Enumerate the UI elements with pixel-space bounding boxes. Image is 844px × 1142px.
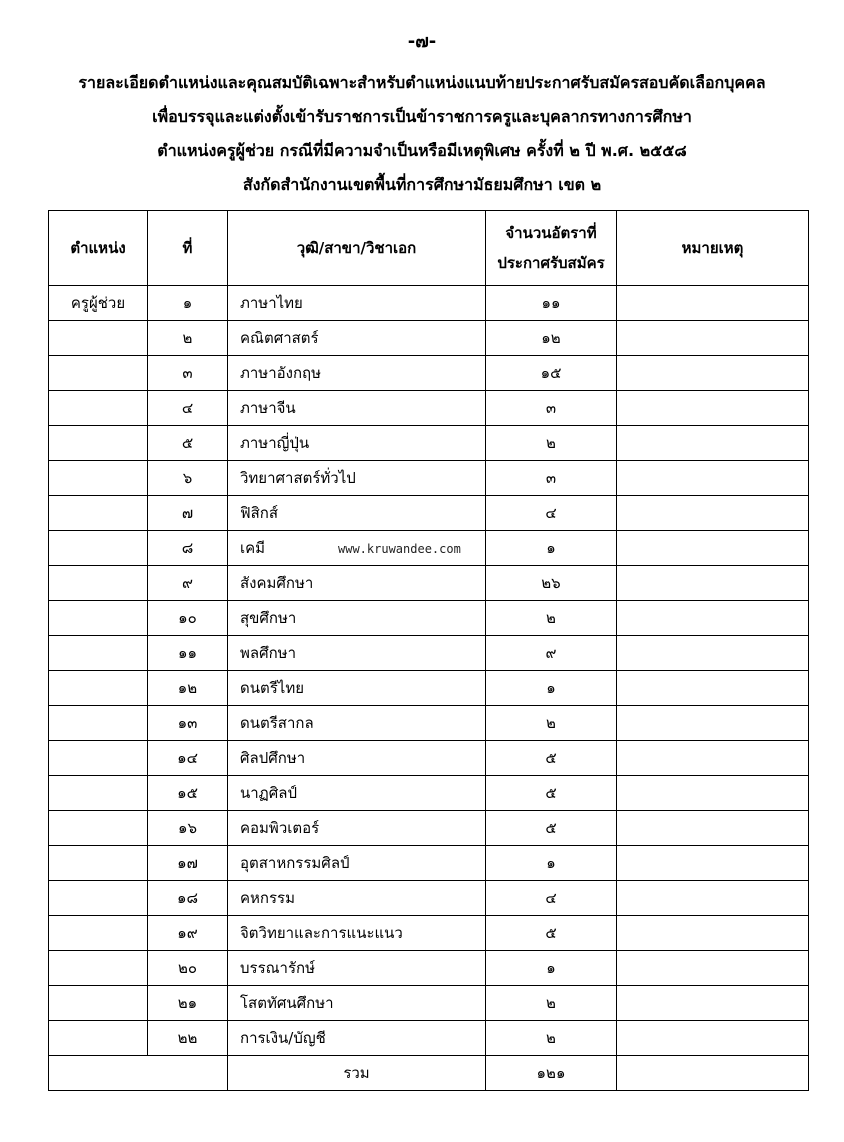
cell-subject: ภาษาอังกฤษ — [228, 356, 486, 391]
cell-no: ๑๗ — [148, 846, 228, 881]
header-no: ที่ — [148, 211, 228, 286]
cell-no: ๔ — [148, 391, 228, 426]
cell-subject: สังคมศึกษา — [228, 566, 486, 601]
cell-subject: ภาษาไทย — [228, 286, 486, 321]
cell-remarks — [617, 321, 809, 356]
table-row — [49, 461, 809, 496]
title-line-3: ตำแหน่งครูผู้ช่วย กรณีที่มีความจำเป็นหรือมีเหตุพิเศษ ครั้งที่ ๒ ปี พ.ศ. ๒๕๕๘ — [157, 141, 687, 160]
cell-no: ๕ — [148, 426, 228, 461]
cell-no: ๒๒ — [148, 1021, 228, 1056]
page-number: -๗- — [407, 31, 437, 52]
cell-quota: ๒ — [486, 706, 617, 741]
cell-remarks — [617, 916, 809, 951]
total-remarks — [617, 1056, 809, 1091]
table-row — [49, 706, 809, 741]
title-line-2: เพื่อบรรจุและแต่งตั้งเข้ารับราชการเป็นข้าราชการครูและบุคลากรทางการศึกษา — [152, 107, 692, 126]
cell-remarks — [617, 426, 809, 461]
cell-quota: ๑ — [486, 951, 617, 986]
header-quota — [486, 211, 617, 286]
cell-position — [49, 986, 148, 1021]
cell-quota: ๕ — [486, 741, 617, 776]
cell-no: ๖ — [148, 461, 228, 496]
cell-remarks — [617, 601, 809, 636]
table-row — [49, 391, 809, 426]
cell-remarks — [617, 636, 809, 671]
cell-remarks — [617, 846, 809, 881]
cell-position — [49, 356, 148, 391]
cell-position — [49, 916, 148, 951]
header-position: ตำแหน่ง — [49, 211, 148, 286]
cell-position — [49, 881, 148, 916]
cell-subject: ภาษาญี่ปุ่น — [228, 426, 486, 461]
cell-subject: ฟิสิกส์ — [228, 496, 486, 531]
cell-subject: ดนตรีสากล — [228, 706, 486, 741]
cell-quota: ๒ — [486, 986, 617, 1021]
cell-remarks — [617, 881, 809, 916]
cell-position — [49, 846, 148, 881]
cell-remarks — [617, 496, 809, 531]
table-row — [49, 566, 809, 601]
cell-remarks — [617, 461, 809, 496]
cell-subject: โสตทัศนศึกษา — [228, 986, 486, 1021]
total-row — [49, 1056, 809, 1091]
positions-table — [48, 210, 809, 1091]
cell-position — [49, 321, 148, 356]
table-row — [49, 986, 809, 1021]
cell-remarks — [617, 1021, 809, 1056]
cell-quota: ๑๒ — [486, 321, 617, 356]
cell-subject: วิทยาศาสตร์ทั่วไป — [228, 461, 486, 496]
cell-remarks — [617, 986, 809, 1021]
cell-position — [49, 636, 148, 671]
table-row — [49, 286, 809, 321]
cell-quota: ๕ — [486, 916, 617, 951]
cell-quota: ๒ — [486, 601, 617, 636]
cell-quota: ๑๑ — [486, 286, 617, 321]
table-row — [49, 356, 809, 391]
cell-subject: บรรณารักษ์ — [228, 951, 486, 986]
cell-position — [49, 671, 148, 706]
table-row — [49, 601, 809, 636]
cell-subject: นาฏศิลป์ — [228, 776, 486, 811]
cell-no: ๑๓ — [148, 706, 228, 741]
cell-subject: สุขศึกษา — [228, 601, 486, 636]
cell-no: ๒๐ — [148, 951, 228, 986]
cell-no: ๑๐ — [148, 601, 228, 636]
cell-quota: ๒๖ — [486, 566, 617, 601]
cell-subject: จิตวิทยาและการแนะแนว — [228, 916, 486, 951]
cell-subject: คณิตศาสตร์ — [228, 321, 486, 356]
cell-no: ๑๕ — [148, 776, 228, 811]
cell-subject: ดนตรีไทย — [228, 671, 486, 706]
cell-position — [49, 811, 148, 846]
table-row — [49, 671, 809, 706]
document-titles — [0, 66, 844, 202]
cell-no: ๑๑ — [148, 636, 228, 671]
cell-quota: ๒ — [486, 1021, 617, 1056]
cell-position — [49, 566, 148, 601]
cell-remarks — [617, 811, 809, 846]
cell-remarks — [617, 286, 809, 321]
table-row — [49, 776, 809, 811]
cell-no: ๑ — [148, 286, 228, 321]
cell-quota: ๙ — [486, 636, 617, 671]
header-subject: วุฒิ/สาขา/วิชาเอก — [228, 211, 486, 286]
cell-position — [49, 531, 148, 566]
table-row — [49, 321, 809, 356]
table-row — [49, 636, 809, 671]
cell-subject: เคมี — [228, 531, 486, 566]
cell-quota: ๔ — [486, 496, 617, 531]
cell-position — [49, 776, 148, 811]
cell-no: ๗ — [148, 496, 228, 531]
cell-no: ๒ — [148, 321, 228, 356]
cell-quota: ๕ — [486, 811, 617, 846]
cell-remarks — [617, 776, 809, 811]
cell-remarks — [617, 951, 809, 986]
cell-remarks — [617, 741, 809, 776]
cell-no: ๙ — [148, 566, 228, 601]
cell-position — [49, 496, 148, 531]
title-line-4: สังกัดสำนักงานเขตพื้นที่การศึกษามัธยมศึกษา เขต ๒ — [242, 175, 602, 194]
cell-remarks — [617, 566, 809, 601]
table-row — [49, 916, 809, 951]
cell-remarks — [617, 391, 809, 426]
cell-position: ครูผู้ช่วย — [49, 286, 148, 321]
cell-subject: ศิลปศึกษา — [228, 741, 486, 776]
total-value: ๑๒๑ — [486, 1056, 617, 1091]
header-quota-line-2: ประกาศรับสมัคร — [497, 254, 605, 272]
cell-quota: ๔ — [486, 881, 617, 916]
table-header-row — [49, 211, 809, 286]
cell-quota: ๑๕ — [486, 356, 617, 391]
cell-no: ๑๘ — [148, 881, 228, 916]
cell-remarks — [617, 671, 809, 706]
table-row — [49, 741, 809, 776]
cell-position — [49, 461, 148, 496]
cell-remarks — [617, 356, 809, 391]
cell-quota: ๒ — [486, 426, 617, 461]
cell-quota: ๓ — [486, 461, 617, 496]
cell-subject: การเงิน/บัญชี — [228, 1021, 486, 1056]
cell-quota: ๑ — [486, 671, 617, 706]
cell-quota: ๑ — [486, 531, 617, 566]
cell-position — [49, 706, 148, 741]
table-row — [49, 1021, 809, 1056]
cell-subject: คอมพิวเตอร์ — [228, 811, 486, 846]
cell-subject: ภาษาจีน — [228, 391, 486, 426]
total-label: รวม — [228, 1056, 486, 1091]
watermark-url: www.kruwandee.com — [338, 542, 461, 556]
cell-position — [49, 1021, 148, 1056]
cell-position — [49, 951, 148, 986]
cell-position — [49, 391, 148, 426]
cell-no: ๘ — [148, 531, 228, 566]
cell-remarks — [617, 531, 809, 566]
cell-no: ๑๔ — [148, 741, 228, 776]
total-empty-cell — [49, 1056, 228, 1091]
table-row — [49, 881, 809, 916]
title-line-1: รายละเอียดตำแหน่งและคุณสมบัติเฉพาะสำหรับตำแหน่งแนบท้ายประกาศรับสมัครสอบคัดเลือกบุคคล — [78, 73, 766, 92]
cell-no: ๑๙ — [148, 916, 228, 951]
cell-position — [49, 426, 148, 461]
table-row — [49, 496, 809, 531]
cell-quota: ๓ — [486, 391, 617, 426]
cell-quota: ๕ — [486, 776, 617, 811]
cell-remarks — [617, 706, 809, 741]
table-row — [49, 811, 809, 846]
cell-no: ๑๒ — [148, 671, 228, 706]
cell-subject: อุตสาหกรรมศิลป์ — [228, 846, 486, 881]
header-remarks: หมายเหตุ — [617, 211, 809, 286]
cell-position — [49, 741, 148, 776]
table-row — [49, 426, 809, 461]
cell-no: ๓ — [148, 356, 228, 391]
cell-subject: พลศึกษา — [228, 636, 486, 671]
table-row — [49, 846, 809, 881]
cell-no: ๑๖ — [148, 811, 228, 846]
table-row — [49, 951, 809, 986]
cell-subject: คหกรรม — [228, 881, 486, 916]
header-quota-line-1: จำนวนอัตราที่ — [505, 224, 597, 242]
cell-no: ๒๑ — [148, 986, 228, 1021]
cell-position — [49, 601, 148, 636]
cell-quota: ๑ — [486, 846, 617, 881]
